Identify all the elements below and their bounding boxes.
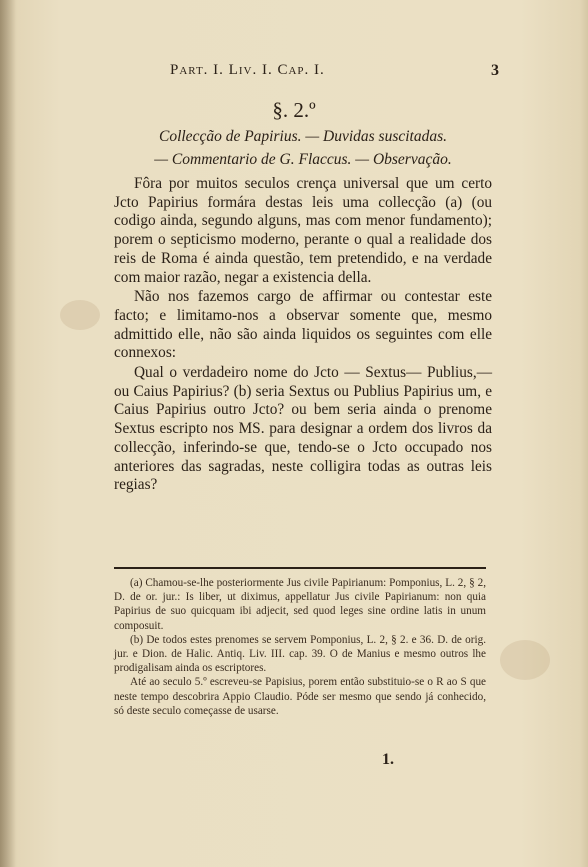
section-heading-line-2: — Commentario de G. Flaccus. — Observação. bbox=[154, 151, 452, 168]
signature-mark: 1. bbox=[382, 751, 394, 768]
body-paragraph: Não nos fazemos cargo de affirmar ou contestar este facto; e limitamo-nos a observar somente que, mesmo admittido elle, não são ainda liquidos os seguintes com elle connexos: bbox=[114, 288, 492, 362]
section-heading-line-1: Collecção de Papirius. — Duvidas suscitadas. bbox=[158, 128, 448, 145]
body-paragraph: Fôra por muitos seculos crença universal que um certo Jcto Papirius formára destas leis uma collecção (a) (ou codigo ainda, segundo alguns, mas com menor fundamento); porem o septicismo moderno, perante o qual a realidade dos reis de Roma é ainda questão, tem pretendido, e na verdade com maior razão, negar a existencia della. bbox=[114, 175, 492, 286]
running-head-title: Part. I. Liv. I. Cap. I. bbox=[170, 62, 325, 78]
gutter-shadow bbox=[0, 0, 16, 867]
main-text bbox=[114, 175, 492, 495]
paper-stain bbox=[60, 300, 100, 330]
page-number: 3 bbox=[491, 62, 500, 79]
section-number: §. 2.º bbox=[272, 98, 316, 122]
footnotes bbox=[114, 576, 486, 718]
body-paragraph: Qual o verdadeiro nome do Jcto — Sextus— Publius,—ou Caius Papirius? (b) seria Sextus ou Publius Papirius um, e Caius Papirius outro Jcto? ou bem seria ainda o prenome Sextus escripto nos MS. para designar a ordem dos livros da collecção, inferindo-se que, tendo-se o Jcto occupado nos anteriores das sagradas, neste colligira todas as outras leis regias? bbox=[114, 364, 492, 494]
paper-stain bbox=[500, 640, 550, 680]
footnote: Até ao seculo 5.º escreveu-se Papisius, porem então substituio-se o R ao S que neste tempo descobrira Appio Claudio. Póde ser mesmo que sendo já conhecido, só deste seculo começasse de usarse. bbox=[114, 676, 486, 717]
footnote: (b) De todos estes prenomes se servem Pomponius, L. 2, § 2. e 36. D. de orig. jur. e Dion. de Halic. Antiq. Liv. III. cap. 39. O de Manius e mesmo outros lhe prodigalisam ainda os escriptores. bbox=[114, 633, 486, 675]
footnote-rule bbox=[114, 567, 486, 569]
footnote: (a) Chamou-se-lhe posteriormente Jus civile Papirianum: Pomponius, L. 2, § 2, D. de or. jur.: Is liber, ut diximus, appellatur Jus civile Papirianum: non quia Papirius de suo quicquam ibi adjecit, sed quod leges sine ordine latis in unum composuit. bbox=[114, 577, 486, 632]
